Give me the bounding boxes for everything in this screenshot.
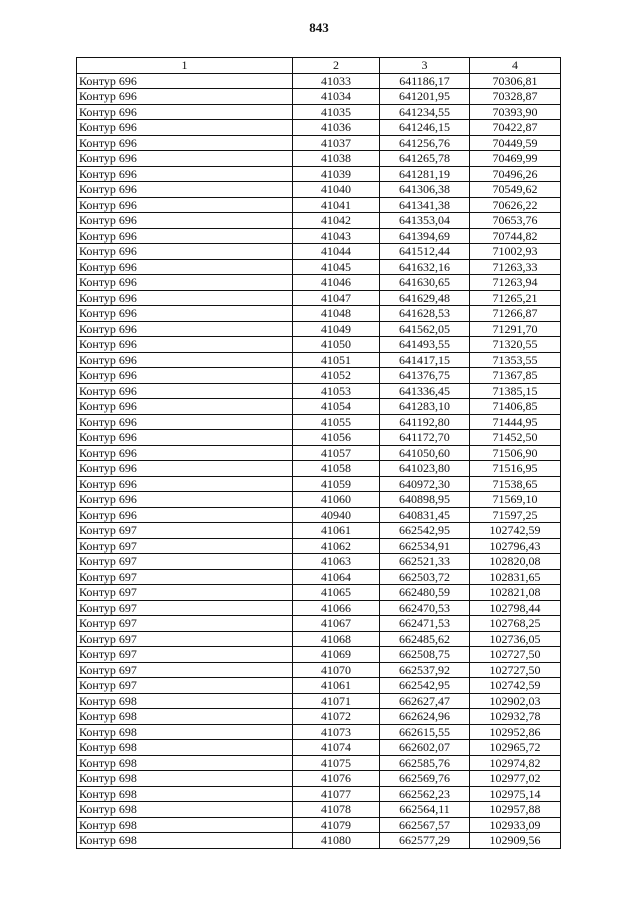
x-coordinate-cell: 641172,70 bbox=[380, 430, 470, 446]
x-coordinate-cell: 641628,53 bbox=[380, 306, 470, 322]
contour-name-cell: Контур 696 bbox=[77, 135, 293, 151]
table-row bbox=[77, 259, 561, 275]
table-row bbox=[77, 585, 561, 601]
table-row bbox=[77, 631, 561, 647]
contour-name-cell: Контур 696 bbox=[77, 492, 293, 508]
point-number-cell: 41063 bbox=[293, 554, 380, 570]
contour-name-cell: Контур 697 bbox=[77, 678, 293, 694]
x-coordinate-cell: 641283,10 bbox=[380, 399, 470, 415]
contour-name-cell: Контур 698 bbox=[77, 724, 293, 740]
x-coordinate-cell: 641186,17 bbox=[380, 73, 470, 89]
contour-name-cell: Контур 697 bbox=[77, 538, 293, 554]
point-number-cell: 41072 bbox=[293, 709, 380, 725]
contour-name-cell: Контур 696 bbox=[77, 73, 293, 89]
point-number-cell: 41042 bbox=[293, 213, 380, 229]
contour-name-cell: Контур 697 bbox=[77, 554, 293, 570]
point-number-cell: 41056 bbox=[293, 430, 380, 446]
x-coordinate-cell: 641192,80 bbox=[380, 414, 470, 430]
table-row bbox=[77, 104, 561, 120]
point-number-cell: 41046 bbox=[293, 275, 380, 291]
point-number-cell: 41077 bbox=[293, 786, 380, 802]
x-coordinate-cell: 641512,44 bbox=[380, 244, 470, 260]
point-number-cell: 41071 bbox=[293, 693, 380, 709]
table-row bbox=[77, 709, 561, 725]
point-number-cell: 41034 bbox=[293, 89, 380, 105]
table-row bbox=[77, 647, 561, 663]
point-number-cell: 41047 bbox=[293, 290, 380, 306]
point-number-cell: 41064 bbox=[293, 569, 380, 585]
table-row bbox=[77, 833, 561, 849]
x-coordinate-cell: 662542,95 bbox=[380, 678, 470, 694]
point-number-cell: 41078 bbox=[293, 802, 380, 818]
contour-name-cell: Контур 697 bbox=[77, 585, 293, 601]
table-body bbox=[77, 73, 561, 848]
contour-name-cell: Контур 697 bbox=[77, 616, 293, 632]
y-coordinate-cell: 102727,50 bbox=[470, 662, 561, 678]
point-number-cell: 41048 bbox=[293, 306, 380, 322]
contour-name-cell: Контур 696 bbox=[77, 321, 293, 337]
point-number-cell: 41045 bbox=[293, 259, 380, 275]
contour-name-cell: Контур 696 bbox=[77, 399, 293, 415]
table-row bbox=[77, 817, 561, 833]
y-coordinate-cell: 102977,02 bbox=[470, 771, 561, 787]
table-row bbox=[77, 244, 561, 260]
table-row bbox=[77, 755, 561, 771]
column-header-3: 3 bbox=[380, 58, 470, 74]
y-coordinate-cell: 102965,72 bbox=[470, 740, 561, 756]
y-coordinate-cell: 102727,50 bbox=[470, 647, 561, 663]
point-number-cell: 41037 bbox=[293, 135, 380, 151]
coordinates-table bbox=[76, 57, 561, 849]
table-row bbox=[77, 538, 561, 554]
table-row bbox=[77, 492, 561, 508]
table-row bbox=[77, 445, 561, 461]
y-coordinate-cell: 102742,59 bbox=[470, 678, 561, 694]
x-coordinate-cell: 641417,15 bbox=[380, 352, 470, 368]
table-row bbox=[77, 290, 561, 306]
contour-name-cell: Контур 696 bbox=[77, 244, 293, 260]
contour-name-cell: Контур 696 bbox=[77, 166, 293, 182]
point-number-cell: 41070 bbox=[293, 662, 380, 678]
point-number-cell: 41055 bbox=[293, 414, 380, 430]
point-number-cell: 41061 bbox=[293, 678, 380, 694]
point-number-cell: 41054 bbox=[293, 399, 380, 415]
x-coordinate-cell: 641562,05 bbox=[380, 321, 470, 337]
x-coordinate-cell: 641281,19 bbox=[380, 166, 470, 182]
point-number-cell: 40940 bbox=[293, 507, 380, 523]
point-number-cell: 41073 bbox=[293, 724, 380, 740]
point-number-cell: 41080 bbox=[293, 833, 380, 849]
table-row bbox=[77, 786, 561, 802]
x-coordinate-cell: 662470,53 bbox=[380, 600, 470, 616]
x-coordinate-cell: 641050,60 bbox=[380, 445, 470, 461]
x-coordinate-cell: 662627,47 bbox=[380, 693, 470, 709]
x-coordinate-cell: 641341,38 bbox=[380, 197, 470, 213]
table-row bbox=[77, 383, 561, 399]
table-row bbox=[77, 461, 561, 477]
contour-name-cell: Контур 696 bbox=[77, 275, 293, 291]
contour-name-cell: Контур 696 bbox=[77, 290, 293, 306]
y-coordinate-cell: 71263,33 bbox=[470, 259, 561, 275]
column-header-4: 4 bbox=[470, 58, 561, 74]
y-coordinate-cell: 70653,76 bbox=[470, 213, 561, 229]
table-row bbox=[77, 89, 561, 105]
y-coordinate-cell: 70422,87 bbox=[470, 120, 561, 136]
x-coordinate-cell: 662503,72 bbox=[380, 569, 470, 585]
y-coordinate-cell: 71385,15 bbox=[470, 383, 561, 399]
column-header-1: 1 bbox=[77, 58, 293, 74]
y-coordinate-cell: 102736,05 bbox=[470, 631, 561, 647]
y-coordinate-cell: 102831,65 bbox=[470, 569, 561, 585]
x-coordinate-cell: 641336,45 bbox=[380, 383, 470, 399]
x-coordinate-cell: 641246,15 bbox=[380, 120, 470, 136]
contour-name-cell: Контур 696 bbox=[77, 337, 293, 353]
contour-name-cell: Контур 696 bbox=[77, 120, 293, 136]
point-number-cell: 41053 bbox=[293, 383, 380, 399]
y-coordinate-cell: 102952,86 bbox=[470, 724, 561, 740]
contour-name-cell: Контур 697 bbox=[77, 662, 293, 678]
table-row bbox=[77, 662, 561, 678]
x-coordinate-cell: 641306,38 bbox=[380, 182, 470, 198]
point-number-cell: 41044 bbox=[293, 244, 380, 260]
table-row bbox=[77, 678, 561, 694]
contour-name-cell: Контур 697 bbox=[77, 647, 293, 663]
table-row bbox=[77, 306, 561, 322]
y-coordinate-cell: 70393,90 bbox=[470, 104, 561, 120]
y-coordinate-cell: 102742,59 bbox=[470, 523, 561, 539]
x-coordinate-cell: 641023,80 bbox=[380, 461, 470, 477]
point-number-cell: 41038 bbox=[293, 151, 380, 167]
y-coordinate-cell: 102768,25 bbox=[470, 616, 561, 632]
x-coordinate-cell: 662542,95 bbox=[380, 523, 470, 539]
y-coordinate-cell: 102796,43 bbox=[470, 538, 561, 554]
x-coordinate-cell: 662569,76 bbox=[380, 771, 470, 787]
point-number-cell: 41051 bbox=[293, 352, 380, 368]
point-number-cell: 41041 bbox=[293, 197, 380, 213]
y-coordinate-cell: 71263,94 bbox=[470, 275, 561, 291]
point-number-cell: 41043 bbox=[293, 228, 380, 244]
table-row bbox=[77, 368, 561, 384]
contour-name-cell: Контур 696 bbox=[77, 228, 293, 244]
contour-name-cell: Контур 696 bbox=[77, 89, 293, 105]
y-coordinate-cell: 70328,87 bbox=[470, 89, 561, 105]
point-number-cell: 41062 bbox=[293, 538, 380, 554]
point-number-cell: 41079 bbox=[293, 817, 380, 833]
table-row bbox=[77, 182, 561, 198]
table-row bbox=[77, 430, 561, 446]
point-number-cell: 41036 bbox=[293, 120, 380, 136]
x-coordinate-cell: 662534,91 bbox=[380, 538, 470, 554]
y-coordinate-cell: 71569,10 bbox=[470, 492, 561, 508]
table-row bbox=[77, 569, 561, 585]
y-coordinate-cell: 70626,22 bbox=[470, 197, 561, 213]
y-coordinate-cell: 102957,88 bbox=[470, 802, 561, 818]
point-number-cell: 41049 bbox=[293, 321, 380, 337]
point-number-cell: 41050 bbox=[293, 337, 380, 353]
table-row bbox=[77, 275, 561, 291]
y-coordinate-cell: 71320,55 bbox=[470, 337, 561, 353]
x-coordinate-cell: 641265,78 bbox=[380, 151, 470, 167]
y-coordinate-cell: 102933,09 bbox=[470, 817, 561, 833]
x-coordinate-cell: 641394,69 bbox=[380, 228, 470, 244]
x-coordinate-cell: 662480,59 bbox=[380, 585, 470, 601]
point-number-cell: 41068 bbox=[293, 631, 380, 647]
table-row bbox=[77, 135, 561, 151]
y-coordinate-cell: 70744,82 bbox=[470, 228, 561, 244]
x-coordinate-cell: 641493,55 bbox=[380, 337, 470, 353]
x-coordinate-cell: 662537,92 bbox=[380, 662, 470, 678]
table-row bbox=[77, 724, 561, 740]
contour-name-cell: Контур 697 bbox=[77, 569, 293, 585]
table-row bbox=[77, 228, 561, 244]
x-coordinate-cell: 662485,62 bbox=[380, 631, 470, 647]
y-coordinate-cell: 102821,08 bbox=[470, 585, 561, 601]
y-coordinate-cell: 102820,08 bbox=[470, 554, 561, 570]
table-row bbox=[77, 802, 561, 818]
y-coordinate-cell: 71597,25 bbox=[470, 507, 561, 523]
y-coordinate-cell: 70449,59 bbox=[470, 135, 561, 151]
point-number-cell: 41060 bbox=[293, 492, 380, 508]
y-coordinate-cell: 71444,95 bbox=[470, 414, 561, 430]
y-coordinate-cell: 71452,50 bbox=[470, 430, 561, 446]
x-coordinate-cell: 662577,29 bbox=[380, 833, 470, 849]
table-row bbox=[77, 600, 561, 616]
contour-name-cell: Контур 696 bbox=[77, 213, 293, 229]
point-number-cell: 41057 bbox=[293, 445, 380, 461]
x-coordinate-cell: 641632,16 bbox=[380, 259, 470, 275]
y-coordinate-cell: 71291,70 bbox=[470, 321, 561, 337]
table-row bbox=[77, 166, 561, 182]
x-coordinate-cell: 641201,95 bbox=[380, 89, 470, 105]
table-row bbox=[77, 352, 561, 368]
table-row bbox=[77, 616, 561, 632]
table-row bbox=[77, 771, 561, 787]
x-coordinate-cell: 662471,53 bbox=[380, 616, 470, 632]
x-coordinate-cell: 641234,55 bbox=[380, 104, 470, 120]
contour-name-cell: Контур 696 bbox=[77, 507, 293, 523]
contour-name-cell: Контур 697 bbox=[77, 600, 293, 616]
x-coordinate-cell: 662615,55 bbox=[380, 724, 470, 740]
contour-name-cell: Контур 698 bbox=[77, 833, 293, 849]
contour-name-cell: Контур 696 bbox=[77, 414, 293, 430]
table-row bbox=[77, 507, 561, 523]
table-row bbox=[77, 151, 561, 167]
point-number-cell: 41033 bbox=[293, 73, 380, 89]
point-number-cell: 41065 bbox=[293, 585, 380, 601]
x-coordinate-cell: 641353,04 bbox=[380, 213, 470, 229]
contour-name-cell: Контур 698 bbox=[77, 802, 293, 818]
y-coordinate-cell: 102798,44 bbox=[470, 600, 561, 616]
contour-name-cell: Контур 697 bbox=[77, 631, 293, 647]
column-header-2: 2 bbox=[293, 58, 380, 74]
table-row bbox=[77, 321, 561, 337]
table-row bbox=[77, 213, 561, 229]
x-coordinate-cell: 641629,48 bbox=[380, 290, 470, 306]
contour-name-cell: Контур 696 bbox=[77, 445, 293, 461]
contour-name-cell: Контур 696 bbox=[77, 259, 293, 275]
x-coordinate-cell: 662602,07 bbox=[380, 740, 470, 756]
contour-name-cell: Контур 696 bbox=[77, 461, 293, 477]
x-coordinate-cell: 662624,96 bbox=[380, 709, 470, 725]
x-coordinate-cell: 641376,75 bbox=[380, 368, 470, 384]
contour-name-cell: Контур 698 bbox=[77, 740, 293, 756]
y-coordinate-cell: 71266,87 bbox=[470, 306, 561, 322]
contour-name-cell: Контур 698 bbox=[77, 755, 293, 771]
x-coordinate-cell: 640831,45 bbox=[380, 507, 470, 523]
y-coordinate-cell: 71506,90 bbox=[470, 445, 561, 461]
table-header-row bbox=[77, 58, 561, 74]
point-number-cell: 41035 bbox=[293, 104, 380, 120]
point-number-cell: 41039 bbox=[293, 166, 380, 182]
x-coordinate-cell: 662585,76 bbox=[380, 755, 470, 771]
contour-name-cell: Контур 698 bbox=[77, 709, 293, 725]
y-coordinate-cell: 70306,81 bbox=[470, 73, 561, 89]
contour-name-cell: Контур 696 bbox=[77, 430, 293, 446]
table-row bbox=[77, 476, 561, 492]
table-row bbox=[77, 73, 561, 89]
x-coordinate-cell: 641256,76 bbox=[380, 135, 470, 151]
x-coordinate-cell: 640972,30 bbox=[380, 476, 470, 492]
point-number-cell: 41074 bbox=[293, 740, 380, 756]
contour-name-cell: Контур 696 bbox=[77, 476, 293, 492]
page-number: 843 bbox=[309, 20, 329, 35]
contour-name-cell: Контур 698 bbox=[77, 817, 293, 833]
y-coordinate-cell: 71265,21 bbox=[470, 290, 561, 306]
table-row bbox=[77, 337, 561, 353]
table-row bbox=[77, 120, 561, 136]
x-coordinate-cell: 640898,95 bbox=[380, 492, 470, 508]
x-coordinate-cell: 662567,57 bbox=[380, 817, 470, 833]
y-coordinate-cell: 70496,26 bbox=[470, 166, 561, 182]
contour-name-cell: Контур 696 bbox=[77, 306, 293, 322]
point-number-cell: 41076 bbox=[293, 771, 380, 787]
x-coordinate-cell: 641630,65 bbox=[380, 275, 470, 291]
y-coordinate-cell: 71367,85 bbox=[470, 368, 561, 384]
y-coordinate-cell: 71406,85 bbox=[470, 399, 561, 415]
y-coordinate-cell: 71516,95 bbox=[470, 461, 561, 477]
table-row bbox=[77, 399, 561, 415]
x-coordinate-cell: 662562,23 bbox=[380, 786, 470, 802]
point-number-cell: 41059 bbox=[293, 476, 380, 492]
y-coordinate-cell: 71538,65 bbox=[470, 476, 561, 492]
y-coordinate-cell: 102932,78 bbox=[470, 709, 561, 725]
point-number-cell: 41052 bbox=[293, 368, 380, 384]
table-row bbox=[77, 693, 561, 709]
point-number-cell: 41040 bbox=[293, 182, 380, 198]
point-number-cell: 41069 bbox=[293, 647, 380, 663]
point-number-cell: 41075 bbox=[293, 755, 380, 771]
table-row bbox=[77, 414, 561, 430]
x-coordinate-cell: 662564,11 bbox=[380, 802, 470, 818]
y-coordinate-cell: 102975,14 bbox=[470, 786, 561, 802]
y-coordinate-cell: 102909,56 bbox=[470, 833, 561, 849]
contour-name-cell: Контур 698 bbox=[77, 786, 293, 802]
contour-name-cell: Контур 696 bbox=[77, 197, 293, 213]
contour-name-cell: Контур 698 bbox=[77, 771, 293, 787]
y-coordinate-cell: 71002,93 bbox=[470, 244, 561, 260]
x-coordinate-cell: 662521,33 bbox=[380, 554, 470, 570]
y-coordinate-cell: 71353,55 bbox=[470, 352, 561, 368]
contour-name-cell: Контур 696 bbox=[77, 352, 293, 368]
point-number-cell: 41066 bbox=[293, 600, 380, 616]
contour-name-cell: Контур 696 bbox=[77, 182, 293, 198]
contour-name-cell: Контур 696 bbox=[77, 383, 293, 399]
contour-name-cell: Контур 697 bbox=[77, 523, 293, 539]
contour-name-cell: Контур 696 bbox=[77, 151, 293, 167]
contour-name-cell: Контур 698 bbox=[77, 693, 293, 709]
y-coordinate-cell: 102902,03 bbox=[470, 693, 561, 709]
x-coordinate-cell: 662508,75 bbox=[380, 647, 470, 663]
contour-name-cell: Контур 696 bbox=[77, 104, 293, 120]
y-coordinate-cell: 70469,99 bbox=[470, 151, 561, 167]
table-row bbox=[77, 740, 561, 756]
point-number-cell: 41067 bbox=[293, 616, 380, 632]
contour-name-cell: Контур 696 bbox=[77, 368, 293, 384]
y-coordinate-cell: 70549,62 bbox=[470, 182, 561, 198]
table-row bbox=[77, 554, 561, 570]
table-row bbox=[77, 523, 561, 539]
point-number-cell: 41061 bbox=[293, 523, 380, 539]
point-number-cell: 41058 bbox=[293, 461, 380, 477]
table-row bbox=[77, 197, 561, 213]
y-coordinate-cell: 102974,82 bbox=[470, 755, 561, 771]
